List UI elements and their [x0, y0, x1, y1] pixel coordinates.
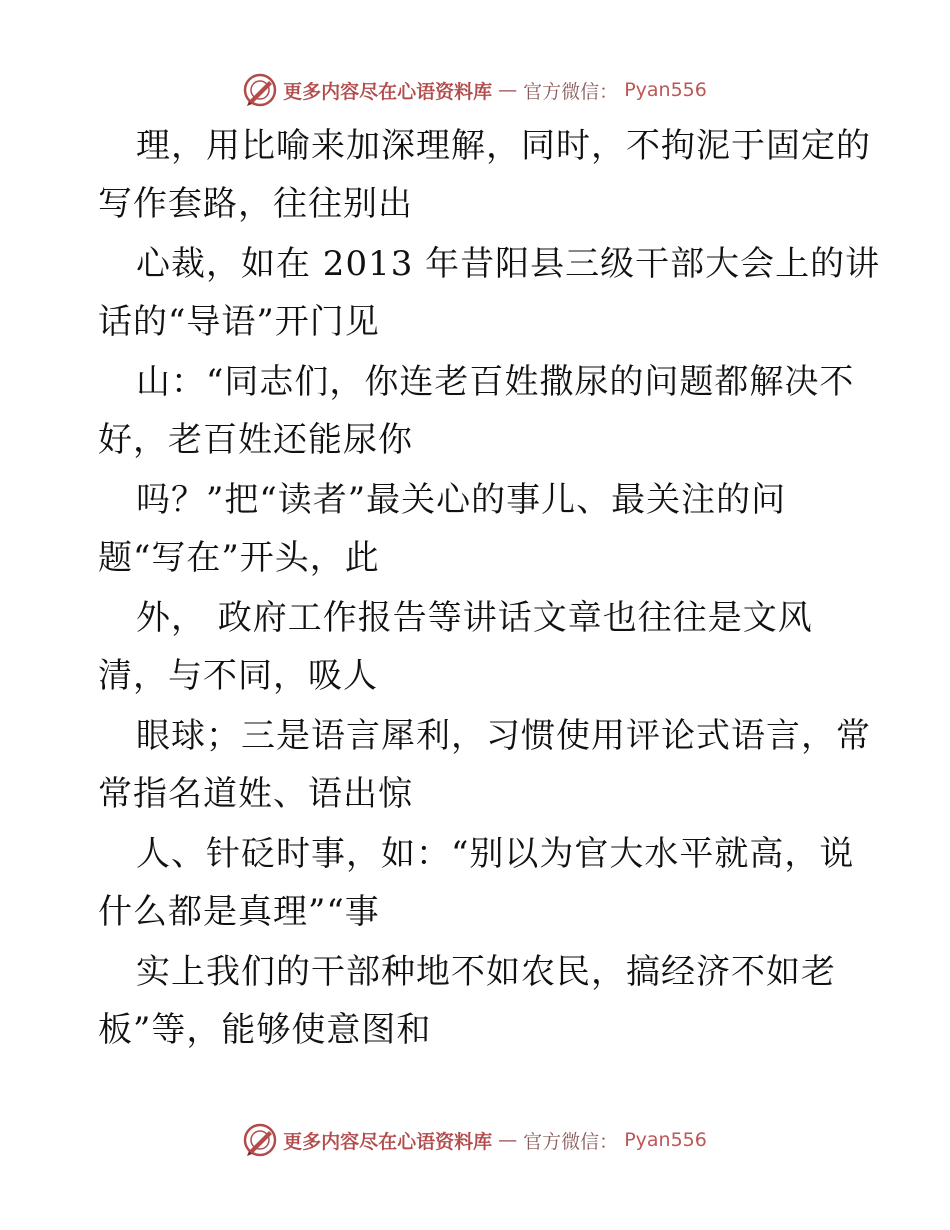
header-banner: [0, 70, 950, 110]
text-line: 题“写在”开头，此: [98, 538, 380, 578]
text-line: 人、针砭时事，如：“别以为官大水平就高，说: [136, 834, 855, 874]
banner-sub-text: 官方微信：: [523, 80, 619, 103]
banner-wechat-id: Pyan556: [624, 1129, 707, 1151]
text-line: 好，老百姓还能尿你: [98, 420, 413, 460]
text-line: 山：“同志们，你连老百姓撒尿的问题都解决不: [136, 362, 855, 402]
banner-sub-text: 官方微信：: [523, 1130, 619, 1153]
footer-banner: [0, 1120, 950, 1160]
banner-main-text: 更多内容尽在心语资料库: [283, 1130, 493, 1153]
text-line: 吗？”把“读者”最关心的事儿、最关注的问: [136, 480, 787, 520]
text-line: 清，与不同，吸人: [98, 656, 378, 696]
text-line: 话的“导语”开门见: [98, 302, 380, 342]
text-line: 外， 政府工作报告等讲话文章也往往是文风: [136, 598, 813, 638]
text-line: 常指名道姓、语出惊: [98, 774, 413, 814]
text-line: 板”等，能够使意图和: [98, 1010, 432, 1050]
pen-logo-icon: [243, 73, 277, 107]
text-line: 理，用比喻来加深理解，同时，不拘泥于固定的: [136, 126, 871, 166]
text-line: 实上我们的干部种地不如农民，搞经济不如老: [136, 952, 836, 992]
text-line: 心裁，如在 2013 年昔阳县三级干部大会上的讲: [136, 244, 881, 284]
banner-dash: —: [498, 1129, 518, 1151]
banner-dash: —: [498, 79, 518, 101]
pen-logo-icon: [243, 1123, 277, 1157]
text-line: 写作套路，往往别出: [98, 184, 413, 224]
banner-main-text: 更多内容尽在心语资料库: [283, 80, 493, 103]
banner-wechat-id: Pyan556: [624, 79, 707, 101]
text-line: 什么都是真理”“事: [98, 892, 380, 932]
text-line: 眼球；三是语言犀利，习惯使用评论式语言，常: [136, 716, 871, 756]
